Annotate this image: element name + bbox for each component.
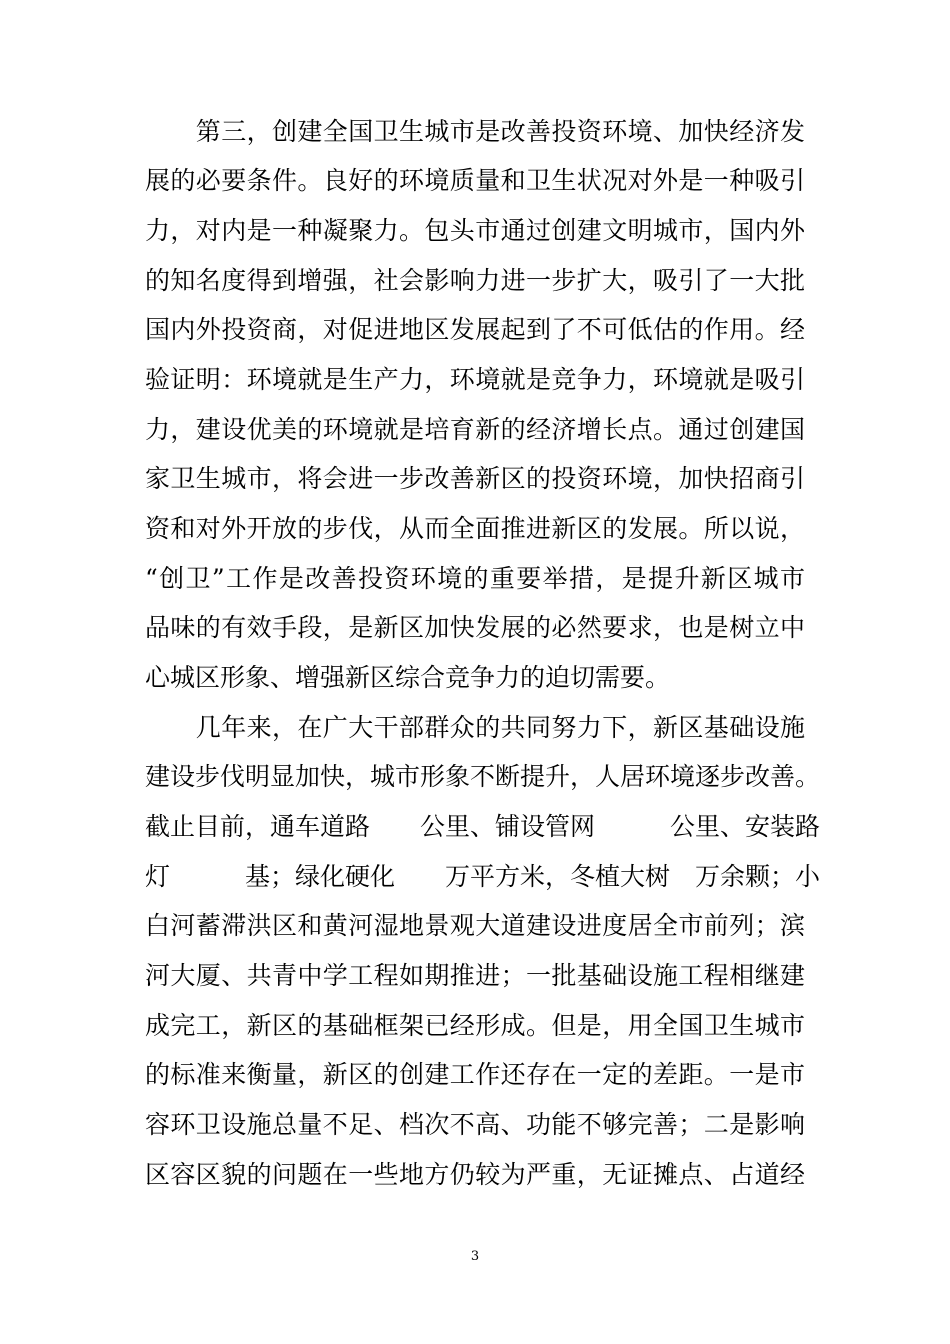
- text-line: 国内外投资商，对促进地区发展起到了不可低估的作用。经: [145, 315, 805, 344]
- page-number: 3: [470, 1249, 480, 1264]
- text-line: 的知名度得到增强，社会影响力进一步扩大，吸引了一大批: [145, 266, 805, 295]
- text-line: 第三，创建全国卫生城市是改善投资环境、加快经济发: [145, 117, 805, 146]
- text-line: 力，建设优美的环境就是培育新的经济增长点。通过创建国: [145, 415, 805, 444]
- text-line: 灯 基；绿化硬化 万平方米，冬植大树 万余颗；小: [145, 862, 821, 891]
- text-line: 资和对外开放的步伐，从而全面推进新区的发展。所以说，: [145, 514, 805, 543]
- text-line: 的标准来衡量，新区的创建工作还存在一定的差距。一是市: [145, 1060, 805, 1089]
- text-line: 验证明：环境就是生产力，环境就是竞争力，环境就是吸引: [145, 365, 805, 394]
- text-line: 几年来，在广大干部群众的共同努力下，新区基础设施: [145, 713, 805, 742]
- text-line: 区容区貌的问题在一些地方仍较为严重，无证摊点、占道经: [145, 1160, 805, 1189]
- text-line: 建设步伐明显加快，城市形象不断提升，人居环境逐步改善。: [145, 762, 821, 791]
- text-line: 品味的有效手段，是新区加快发展的必然要求，也是树立中: [145, 613, 805, 642]
- text-line: 家卫生城市，将会进一步改善新区的投资环境，加快招商引: [145, 464, 805, 493]
- text-line: 力，对内是一种凝聚力。包头市通过创建文明城市，国内外: [145, 216, 805, 245]
- text-line: “创卫”工作是改善投资环境的重要举措，是提升新区城市: [145, 564, 805, 593]
- text-line: 截止目前，通车道路 公里、铺设管网 公里、安装路: [145, 812, 821, 841]
- text-line: 展的必要条件。良好的环境质量和卫生状况对外是一种吸引: [145, 166, 805, 195]
- text-line: 成完工，新区的基础框架已经形成。但是，用全国卫生城市: [145, 1011, 805, 1040]
- text-line: 河大厦、共青中学工程如期推进；一批基础设施工程相继建: [145, 961, 805, 990]
- text-line: 白河蓄滞洪区和黄河湿地景观大道建设进度居全市前列；滨: [145, 911, 805, 940]
- text-line: 容环卫设施总量不足、档次不高、功能不够完善；二是影响: [145, 1110, 805, 1139]
- text-line: 心城区形象、增强新区综合竞争力的迫切需要。: [145, 663, 671, 692]
